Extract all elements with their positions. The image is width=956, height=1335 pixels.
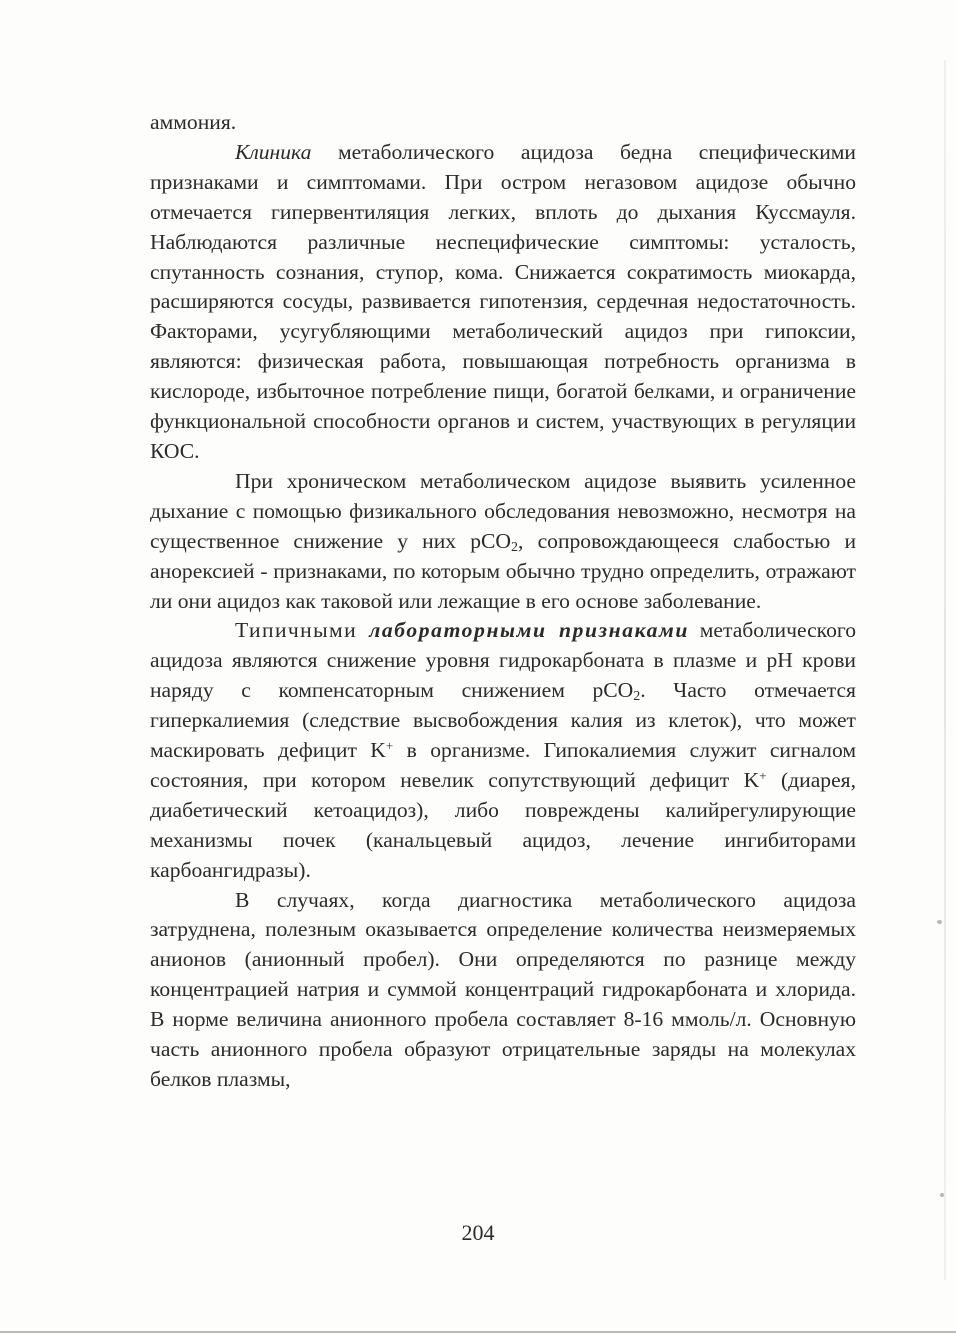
page-edge-shadow [944, 60, 946, 1280]
clinic-lead-word: Клиника [235, 139, 312, 164]
lab-emphasis: лабораторными признаками [369, 618, 690, 643]
chronic-subscript: 2 [511, 539, 519, 555]
lab-superscript-1: + [385, 738, 394, 754]
anion-gap-text: В случаях, когда диагностика метаболического ацидоза затруднена, полезным оказывается определение количества неизмеряемых анионов (анионный пробел). Они определяются по разнице между концентрацией натрия и суммой концентраций гидрокарбоната и хлорида. В норме величина анионного пробела составляет 8-16 ммоль/л. Основную часть анионного пробела образуют отрицательные заряды на молекулах белков плазмы, [150, 887, 856, 1091]
continuation-text: аммония. [150, 110, 237, 134]
paragraph-laboratory [150, 616, 856, 885]
paragraph-anion-gap [150, 886, 856, 1095]
scan-speck [940, 1193, 944, 1197]
lab-text-b: . Часто отмечается гиперкалиемия (следствие высвобождения калия из клеток), что может маскировать дефицит K [150, 678, 856, 763]
lab-text-d: (диарея, диабетический кетоацидоз), либо повреждены калийрегулирующие механизмы почек (канальцевый ацидоз, лечение ингибиторами карбоангидразы). [150, 767, 856, 882]
body-text [150, 108, 856, 1095]
lab-text-c: в организме. Гипокалиемия служит сигналом состояния, при котором невелик сопутствующий дефицит K [150, 738, 856, 792]
chronic-text-a: При хроническом метаболическом ацидозе выявить усиленное дыхание с помощью физикального обследования невозможно, несмотря на существенное снижение у них pCO [150, 468, 856, 553]
page-number: 204 [461, 1220, 495, 1245]
lab-text-a: метаболического ацидоза являются снижение уровня гидрокарбоната в плазме и pH крови наряду с компенсаторным снижением pCO [150, 618, 856, 703]
lab-subscript: 2 [633, 689, 641, 705]
scan-speck [937, 920, 942, 924]
paragraph-clinic [150, 138, 856, 467]
chronic-text-b: , сопровождающееся слабостью и анорексией - признаками, по которым обычно трудно определить, отражают ли они ацидоз как таковой или лежащие в его основе заболевание. [150, 528, 857, 613]
paragraph-chronic [150, 467, 856, 617]
paragraph-continuation [150, 108, 856, 138]
lab-lead: Типичными [235, 618, 370, 643]
clinic-text: метаболического ацидоза бедна специфическими признаками и симптомами. При остром негазовом ацидозе обычно отмечается гипервентиляция легких, вплоть до дыхания Куссмауля. Наблюдаются различные неспецифические симптомы: усталость, спутанность сознания, ступор, кома. Снижается сократимость миокарда, расширяются сосуды, развивается гипотензия, сердечная недостаточность. Факторами, усугубляющими метаболический ацидоз при гипоксии, являются: физическая работа, повышающая потребность организма в кислороде, избыточное потребление пищи, богатой белками, и ограничение функциональной способности органов и систем, участвующих в регуляции КОС. [150, 139, 856, 463]
page-bottom-border [0, 1331, 956, 1333]
lab-superscript-2: + [759, 767, 767, 783]
